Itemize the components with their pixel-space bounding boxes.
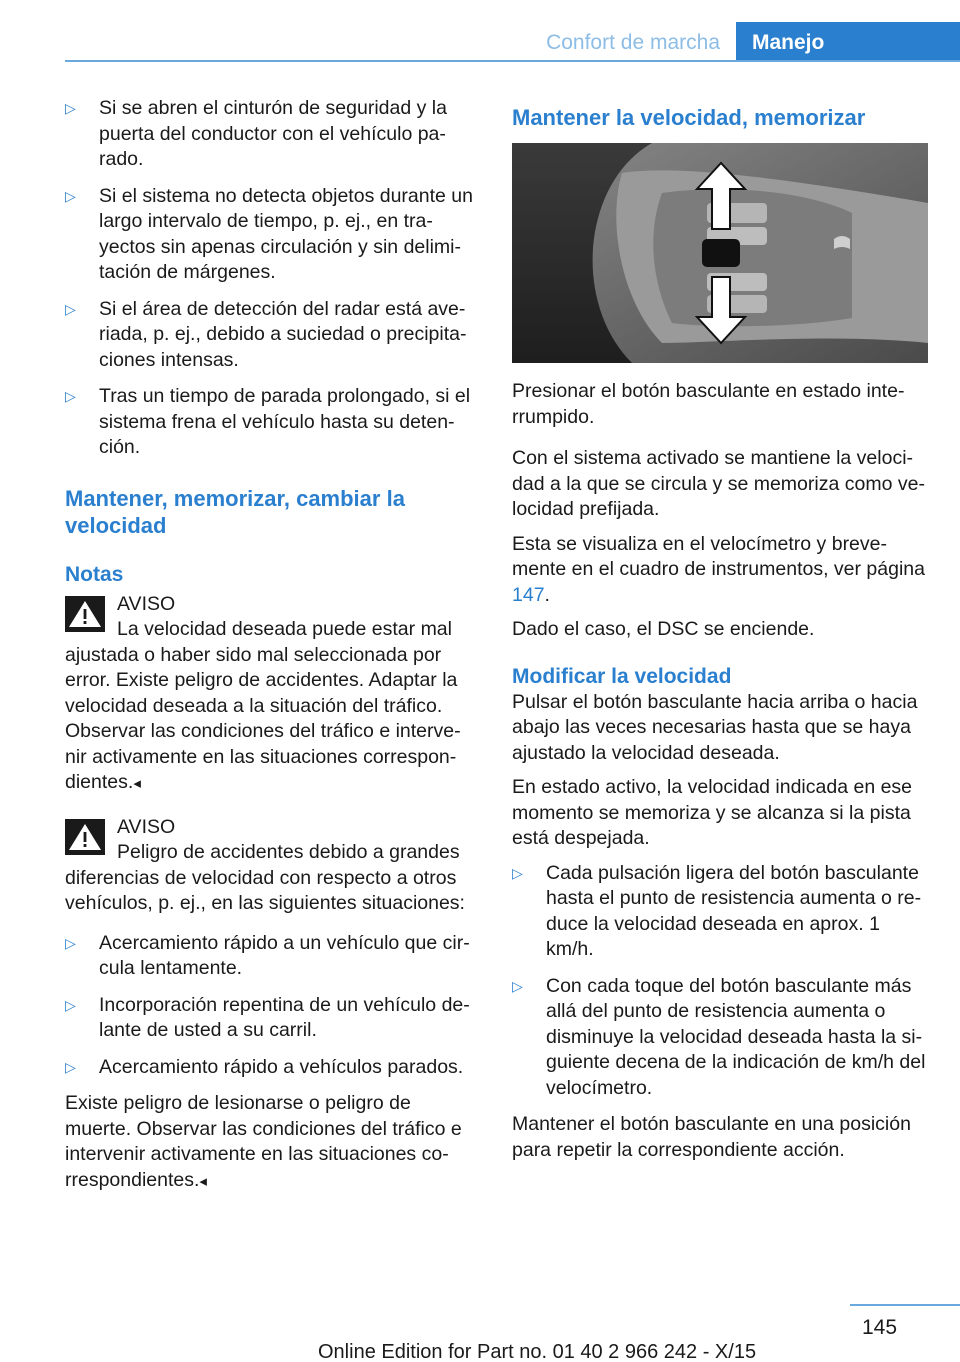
header-chapter-tab[interactable]: Manejo: [736, 22, 960, 62]
subsection-heading: Modificar la velocidad: [512, 664, 732, 688]
list-item: [65, 297, 475, 374]
paragraph: Presionar el botón basculante en estado interrumpido.: [512, 380, 905, 428]
steering-wheel-photo: [512, 143, 928, 363]
list-item: [65, 931, 475, 982]
triangle-bullet-icon: ▷: [65, 388, 76, 404]
paragraph: Pulsar el botón basculante hacia arriba o hacia abajo las veces necesarias hasta que se haya ajustado la velocidad deseada.: [512, 690, 918, 764]
triangle-bullet-icon: ▷: [65, 996, 76, 1013]
closing-paragraph: [65, 1091, 475, 1194]
left-column: [65, 96, 475, 1194]
triangle-bullet-icon: ▷: [65, 300, 76, 317]
list-item-text: Tras un tiempo de parada prolongado, si el sistema frena el vehículo hasta su detención.: [99, 385, 471, 458]
triangle-bullet-icon: ▷: [512, 977, 523, 994]
page-reference-link[interactable]: 147: [512, 583, 545, 606]
bullet-list: [512, 861, 928, 1102]
list-item-text: Incorporación repentina de un vehículo delante de usted a su carril.: [99, 993, 470, 1041]
paragraph: Dado el caso, el DSC se enciende.: [512, 618, 815, 640]
list-item-text: Si el área de detección del radar está averiada, p. ej., debido a suciedad o precipitaciones intensas.: [99, 297, 467, 371]
subsection-heading-notas: Notas: [65, 562, 124, 586]
list-item: [65, 384, 475, 461]
list-item-text: Si el sistema no detecta objetos durante un largo intervalo de tiempo, p. ej., en trayectos sin apenas circulación y sin delimitación de márgenes.: [99, 184, 473, 283]
list-item: [65, 96, 475, 173]
header-rule: [65, 60, 960, 62]
bullet-list-warning: [65, 931, 475, 1081]
page-number-rule: [850, 1304, 960, 1306]
bullet-list-top: [65, 96, 475, 461]
list-item: [65, 993, 475, 1044]
warning-block-2: [65, 815, 475, 917]
list-item-text: Si se abren el cinturón de seguridad y la puerta del conductor con el vehículo parado.: [99, 97, 447, 170]
header-section-title[interactable]: Confort de marcha: [546, 31, 720, 54]
triangle-bullet-icon: ▷: [65, 1058, 76, 1075]
warning-title: AVISO: [117, 815, 176, 838]
list-item: [512, 861, 928, 963]
paragraph-with-link: [512, 532, 928, 609]
list-item: [65, 1055, 475, 1081]
closing-text: Existe peligro de lesionarse o peligro de muerte. Observar las condiciones del tráfico e intervenir activamente en las situaciones correspondientes.: [65, 1092, 462, 1191]
paragraph-text: Esta se visualiza en el velocímetro y brevemente en el cuadro de instrumentos, ver página: [512, 532, 925, 580]
warning-text: La velocidad deseada puede estar mal ajustada o haber sido mal seleccionada por error. Existe peligro de accidentes. Adaptar la velocidad deseada a la situación del tráfico. Observar las condiciones del tráfico e intervenir activamente en las situaciones correspondientes.: [65, 618, 461, 793]
list-item-text: Acercamiento rápido a un vehículo que circula lentamente.: [99, 931, 470, 979]
right-column: [512, 96, 928, 1172]
warning-block-1: [65, 592, 475, 797]
section-heading: Mantener, memorizar, cambiar la velocidad: [65, 485, 405, 538]
warning-text: Peligro de accidentes debido a grandes diferencias de velocidad con respecto a otros vehículos, p. ej., en las siguientes situaciones:: [65, 841, 465, 914]
triangle-bullet-icon: ▷: [65, 100, 76, 116]
list-item-text: Acercamiento rápido a vehículos parados.: [99, 1055, 464, 1078]
paragraph: Con el sistema activado se mantiene la velocidad a la que se circula y se memoriza como velocidad prefijada.: [512, 447, 925, 520]
list-item: [512, 974, 928, 1102]
triangle-bullet-icon: ▷: [65, 934, 76, 951]
footer-edition-text: Online Edition for Part no. 01 40 2 966 242 - X/15: [318, 1341, 757, 1362]
paragraph: Mantener el botón basculante en una posición para repetir la correspondiente acción.: [512, 1113, 911, 1161]
steering-wheel-image: [512, 143, 928, 363]
list-item: [65, 184, 475, 286]
section-heading: Mantener la velocidad, memorizar: [512, 105, 866, 130]
triangle-bullet-icon: ▷: [65, 187, 76, 204]
triangle-bullet-icon: ▷: [512, 864, 523, 881]
list-item-text: Con cada toque del botón basculante más allá del punto de resistencia aumenta o disminuye la velocidad deseada hasta la siguiente decena de la indicación de km/h del velocímetro.: [546, 974, 926, 1099]
warning-triangle-icon: [65, 596, 105, 632]
paragraph: En estado activo, la velocidad indicada en ese momento se memoriza y se alcanza si la pista está despejada.: [512, 776, 913, 849]
list-item-text: Cada pulsación ligera del botón basculante hasta el punto de resistencia aumenta o reduce la velocidad deseada en aprox. 1 km/h.: [546, 861, 922, 960]
warning-triangle-icon: [65, 819, 105, 855]
end-mark-icon: ◂: [199, 1172, 207, 1190]
page-number: 145: [862, 1316, 898, 1339]
warning-title: AVISO: [117, 592, 176, 615]
end-mark-icon: ◂: [133, 775, 141, 792]
paragraph-text: .: [544, 583, 550, 606]
